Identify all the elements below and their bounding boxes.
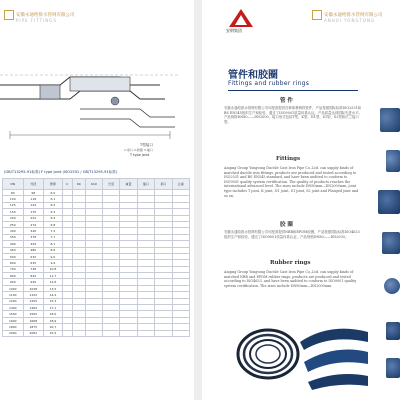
t-joint-drawing [0, 55, 180, 155]
drawing-label-cn: T型接口 [140, 143, 153, 147]
table-cell: 250 [3, 221, 24, 227]
fitting-photo-5 [384, 278, 400, 294]
table-cell: 842 [23, 273, 44, 279]
table-cell: 9.0 [44, 253, 63, 259]
table-cell: 125 [3, 202, 24, 208]
fitting-photo-3 [378, 190, 400, 214]
table-cell [172, 330, 189, 336]
table-cell: 6.8 [44, 221, 63, 227]
table-cell [85, 330, 102, 336]
section-rings-cn: 胶 圈 [280, 222, 293, 228]
table-cell: 1255 [23, 298, 44, 304]
table-cell: 945 [23, 279, 44, 285]
right-sub-text: ANHUI YONGTONG [324, 18, 376, 23]
right-brand-text: 安徽永通给排水管网有限公司 [324, 13, 383, 18]
page-gutter [194, 0, 202, 400]
table-cell: 450 [3, 247, 24, 253]
fitting-photo-6 [386, 322, 400, 340]
table-cell: 14.4 [44, 292, 63, 298]
table-cell [72, 330, 85, 336]
table-cell: 8.1 [44, 241, 63, 247]
table-cell: 1200 [3, 298, 24, 304]
table-row [3, 330, 190, 336]
table-cell: 635 [23, 260, 44, 266]
table-cell: 900 [3, 279, 24, 285]
company-logo-small-icon [312, 10, 322, 20]
company-logo-icon [4, 10, 14, 20]
table-cell: 1500 [3, 311, 24, 317]
rings-para-en: Anqing Group Yongtong Ductile Cast Iron Pipe Co.,Ltd. can supply kinds of matched NBR and EPDM rubber rings, products are produced and tested according to ISO4633, and have been audited to conform to ISO9001 quality system certification. The sizes include DN80mm—DN2000mm. [224, 270, 357, 288]
left-sub-text: PIPE FITTINGS [16, 18, 57, 23]
table-cell: 1668 [23, 317, 44, 323]
table-cell: 326 [23, 228, 44, 234]
table-header-cell: 总重 [172, 179, 189, 190]
table-cell: 1048 [23, 285, 44, 291]
table-cell: 350 [3, 234, 24, 240]
table-cell: 98 [23, 190, 44, 196]
fitting-photo-4 [382, 232, 400, 254]
table-header-cell: 重量 [120, 179, 137, 190]
title-divider [228, 90, 358, 91]
table-cell: 738 [23, 266, 44, 272]
table-cell: 6.2 [44, 202, 63, 208]
section-fittings-cn: 管 件 [280, 98, 293, 104]
table-cell: 2000 [3, 330, 24, 336]
fittings-para-cn: 安徽永通给排水管网有限公司可配套提供各种球墨铸铁管件，产品按照国际标准ISO2531和BS EN545组织生产和检验，通过了ISO9001质量体系认证。产品质量达到国际先进水平。产品规格DN80——DN2000，接口形式包括T型、K型、N1型、S1型、S2型和法兰接口型。 [224, 106, 362, 124]
table-cell [62, 330, 72, 336]
page-title-en: Fittings and rubber rings [228, 80, 310, 87]
table-cell: 274 [23, 221, 44, 227]
table-cell: 1565 [23, 311, 44, 317]
fittings-para-en: Anqing Group Yongtong Ductile Cast Iron Pipe Co.,Ltd. can supply kinds of matched ductile iron fittings, products are produced and tested according to ISO2531 and BS EN545 standard, and have been audited to conform to ISO9001 quality system certification. The quality of products reaches the international advanced level. The sizes include DN80mm—DN2000mm, joint type includes T joint, K joint, N1 joint, S1 joint, S2 joint and Flanged joint and so on. [224, 166, 359, 198]
spec-table [2, 178, 190, 337]
fitting-photo-7 [386, 358, 400, 378]
table-cell: 80 [3, 190, 24, 196]
left-page [0, 0, 194, 400]
table-header-row [3, 179, 190, 190]
fitting-photo-2 [386, 150, 400, 172]
table-cell: 1100 [3, 292, 24, 298]
table-header-cell: 承口 [155, 179, 172, 190]
table-cell: 800 [3, 273, 24, 279]
table-cell: 13.5 [44, 285, 63, 291]
rubber-rings-photo [230, 312, 370, 392]
table-cell: 1800 [3, 324, 24, 330]
table-cell: 6.3 [44, 209, 63, 215]
section-rings-en: Rubber rings [270, 260, 311, 266]
table-cell: 2082 [23, 330, 44, 336]
table-cell: 17.1 [44, 305, 63, 311]
table-cell: 6.4 [44, 215, 63, 221]
table-cell: 9.9 [44, 260, 63, 266]
table-cell: 300 [3, 228, 24, 234]
fitting-photo-1 [380, 108, 400, 132]
table-header-cell: 壁厚 [44, 179, 63, 190]
table-cell: 118 [23, 196, 44, 202]
rings-para-cn: 安徽永通给排水管网有限公司可配套提供NBR和EPDM胶圈，产品按照国际标准ISO4633组织生产和检验，通过了ISO9001质量体系认证，产品规格DN80——DN2000。 [224, 230, 360, 239]
table-cell: 7.2 [44, 228, 63, 234]
table-header-cell: 外径 [23, 179, 44, 190]
table-caption: (GB/T13295-91标准) F type joint (ISO2531 / GB/T13295-91标准) [4, 170, 118, 174]
table-cell: 700 [3, 266, 24, 272]
table-cell: 6.0 [44, 190, 63, 196]
table-cell [155, 330, 172, 336]
section-fittings-en: Fittings [276, 156, 301, 162]
table-header-cell: 长度 [102, 179, 119, 190]
table-cell: 6.1 [44, 196, 63, 202]
table-cell: 150 [3, 209, 24, 215]
table-header-cell: K10 [85, 179, 102, 190]
table-cell: 500 [3, 253, 24, 259]
table-cell: 600 [3, 260, 24, 266]
table-cell: 532 [23, 253, 44, 259]
table-cell: 18.9 [44, 317, 63, 323]
table-cell: 18.0 [44, 311, 63, 317]
table-cell: 100 [3, 196, 24, 202]
table-cell: 222 [23, 215, 44, 221]
table-cell: 10.8 [44, 266, 63, 272]
table-cell: 144 [23, 202, 44, 208]
table-header-cell: C [62, 179, 72, 190]
right-page [202, 0, 400, 400]
table-cell: 11.7 [44, 273, 63, 279]
group-logo-icon [228, 8, 254, 28]
table-header-cell: DN [3, 179, 24, 190]
table-cell: 7.7 [44, 234, 63, 240]
table-cell: 1400 [3, 305, 24, 311]
table-cell: 8.6 [44, 247, 63, 253]
drawing-label-en: T type joint [130, 153, 150, 157]
table-cell: 170 [23, 209, 44, 215]
table-header-cell: K9 [72, 179, 85, 190]
table-cell: 22.5 [44, 330, 63, 336]
page-title-cn: 管件和胶圈 [228, 70, 278, 81]
table-cell [120, 330, 137, 336]
table-cell: 1000 [3, 285, 24, 291]
table-cell: 1462 [23, 305, 44, 311]
table-cell: 1600 [3, 317, 24, 323]
table-cell: 20.7 [44, 324, 63, 330]
table-cell: 1152 [23, 292, 44, 298]
table-header-cell: 插口 [137, 179, 154, 190]
table-cell [137, 330, 154, 336]
table-cell: 400 [3, 241, 24, 247]
group-name: 安钢集团 [226, 28, 242, 33]
table-cell: 15.3 [44, 298, 63, 304]
table-cell: 12.6 [44, 279, 63, 285]
table-cell [102, 330, 119, 336]
table-cell: 429 [23, 241, 44, 247]
drawing-note: 1-承口 2-胶圈 3-插口 [124, 148, 153, 152]
table-cell: 378 [23, 234, 44, 240]
table-cell: 480 [23, 247, 44, 253]
table-cell: 1875 [23, 324, 44, 330]
table-cell: 200 [3, 215, 24, 221]
left-brand-text: 安徽永通给排水管网有限公司 [16, 13, 75, 18]
